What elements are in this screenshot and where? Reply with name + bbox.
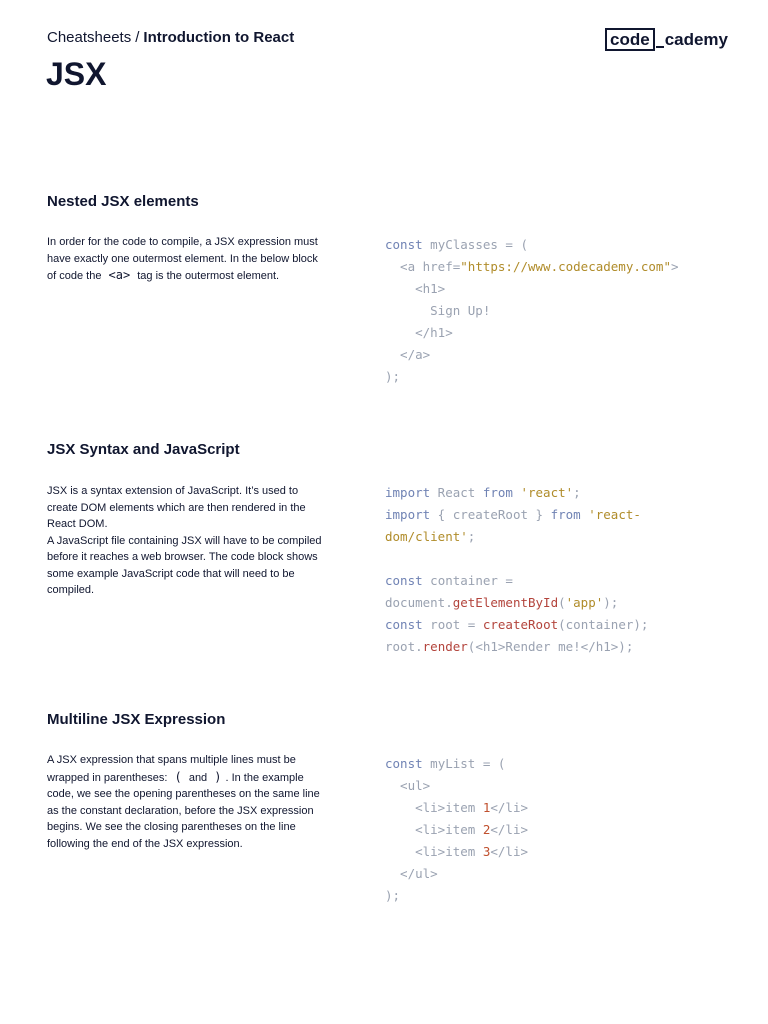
code-token: <ul> bbox=[385, 778, 431, 793]
inline-code: ) bbox=[214, 769, 222, 784]
code-token: 'react' bbox=[520, 485, 574, 500]
section-description bbox=[47, 234, 327, 285]
inline-code: <a> bbox=[108, 268, 131, 282]
code-token: import bbox=[385, 507, 431, 522]
code-token: <li>item bbox=[385, 844, 483, 859]
page-title: JSX bbox=[46, 56, 107, 92]
code-token: </li> bbox=[490, 822, 529, 837]
section-description bbox=[47, 483, 327, 599]
code-line bbox=[385, 526, 715, 548]
code-token: Sign Up! bbox=[385, 303, 491, 318]
code-token: import bbox=[385, 485, 431, 500]
desc-text: and bbox=[185, 771, 211, 784]
code-token: React bbox=[430, 485, 483, 500]
code-line bbox=[385, 366, 715, 388]
code-token: ); bbox=[385, 888, 401, 903]
code-token: from bbox=[550, 507, 581, 522]
code-token: "https://www.codecademy.com" bbox=[460, 259, 671, 274]
logo-rest-text: cademy bbox=[664, 30, 729, 49]
code-line bbox=[385, 504, 715, 526]
code-token: </h1> bbox=[385, 325, 453, 340]
code-token: dom/client' bbox=[385, 529, 468, 544]
section-title: Nested JSX elements bbox=[47, 193, 199, 210]
code-line bbox=[385, 863, 715, 885]
code-line bbox=[385, 841, 715, 863]
codecademy-logo[interactable] bbox=[605, 28, 728, 51]
code-token: </li> bbox=[490, 800, 529, 815]
code-token: myClasses = ( bbox=[422, 237, 528, 252]
code-token: (<h1>Render me!</h1>); bbox=[467, 639, 634, 654]
code-token: myList = ( bbox=[422, 756, 506, 771]
code-line bbox=[385, 234, 715, 256]
code-token: container = bbox=[422, 573, 513, 588]
code-token: <li>item bbox=[385, 800, 483, 815]
code-line bbox=[385, 256, 715, 278]
code-token: const bbox=[385, 756, 423, 771]
code-block bbox=[385, 234, 715, 388]
code-line bbox=[385, 592, 715, 614]
code-token: root = bbox=[422, 617, 483, 632]
code-token: 'app' bbox=[565, 595, 604, 610]
code-line bbox=[385, 548, 715, 570]
breadcrumb bbox=[47, 28, 294, 48]
code-token: ; bbox=[467, 529, 476, 544]
code-token: <a href= bbox=[385, 259, 461, 274]
code-token: render bbox=[422, 639, 468, 654]
inline-code: ( bbox=[174, 769, 182, 784]
code-line bbox=[385, 344, 715, 366]
code-line bbox=[385, 570, 715, 592]
code-line bbox=[385, 482, 715, 504]
code-token: ( bbox=[558, 595, 566, 610]
code-token: 'react- bbox=[588, 507, 641, 522]
code-line bbox=[385, 885, 715, 907]
section-title: Multiline JSX Expression bbox=[47, 711, 226, 728]
code-token: from bbox=[482, 485, 513, 500]
breadcrumb-current-link[interactable]: Introduction to React bbox=[143, 29, 295, 46]
code-token: const bbox=[385, 573, 423, 588]
code-token: <h1> bbox=[385, 281, 446, 296]
logo-box-text: code bbox=[605, 28, 655, 51]
code-line bbox=[385, 775, 715, 797]
logo-cursor-mark bbox=[656, 46, 664, 48]
code-token: ; bbox=[573, 485, 581, 500]
code-token: > bbox=[670, 259, 679, 274]
code-line bbox=[385, 819, 715, 841]
code-token: root. bbox=[385, 639, 423, 654]
code-line bbox=[385, 753, 715, 775]
breadcrumb-separator: / bbox=[135, 29, 140, 46]
code-block bbox=[385, 753, 715, 907]
code-token: 3 bbox=[482, 844, 491, 859]
code-token: </ul> bbox=[385, 866, 438, 881]
desc-text: JSX is a syntax extension of JavaScript. It’s used to create DOM elements which are then rendered in the React DOM. bbox=[47, 485, 306, 530]
code-line bbox=[385, 797, 715, 819]
desc-text: tag is the outermost element. bbox=[134, 270, 280, 282]
code-token: const bbox=[385, 237, 423, 252]
code-line bbox=[385, 614, 715, 636]
desc-text: A JSX expression that spans multiple lines must be wrapped in parentheses: bbox=[47, 754, 296, 784]
code-token: </li> bbox=[490, 844, 529, 859]
code-token: ); bbox=[385, 369, 401, 384]
code-token: <li>item bbox=[385, 822, 483, 837]
desc-text: A JavaScript file containing JSX will have to be compiled before it reaches a web browser. The code block shows some example JavaScript code that will need to be compiled. bbox=[47, 534, 322, 596]
desc-text: . In the example code, we see the opening parentheses on the same line as the constant declaration, before the JSX expression begins. We see the closing parentheses on the line following the end of the JSX expression. bbox=[47, 771, 320, 850]
code-token: 2 bbox=[482, 822, 491, 837]
code-line bbox=[385, 300, 715, 322]
code-line bbox=[385, 636, 715, 658]
code-token: getElementById bbox=[452, 595, 559, 610]
code-token: createRoot bbox=[482, 617, 559, 632]
code-token: document. bbox=[385, 595, 453, 610]
code-token: const bbox=[385, 617, 423, 632]
code-token: </a> bbox=[385, 347, 431, 362]
code-line bbox=[385, 322, 715, 344]
section-description bbox=[47, 752, 327, 852]
section-title: JSX Syntax and JavaScript bbox=[47, 441, 240, 458]
code-token: { createRoot } bbox=[430, 507, 551, 522]
code-block bbox=[385, 482, 715, 658]
code-token: ); bbox=[603, 595, 619, 610]
code-line bbox=[385, 278, 715, 300]
breadcrumb-root-link[interactable]: Cheatsheets bbox=[47, 29, 132, 46]
code-token: 1 bbox=[482, 800, 491, 815]
desc-text: In order for the code to compile, a JSX expression must have exactly one outermost element. In the below block of code the bbox=[47, 236, 318, 282]
code-token: (container); bbox=[558, 617, 649, 632]
